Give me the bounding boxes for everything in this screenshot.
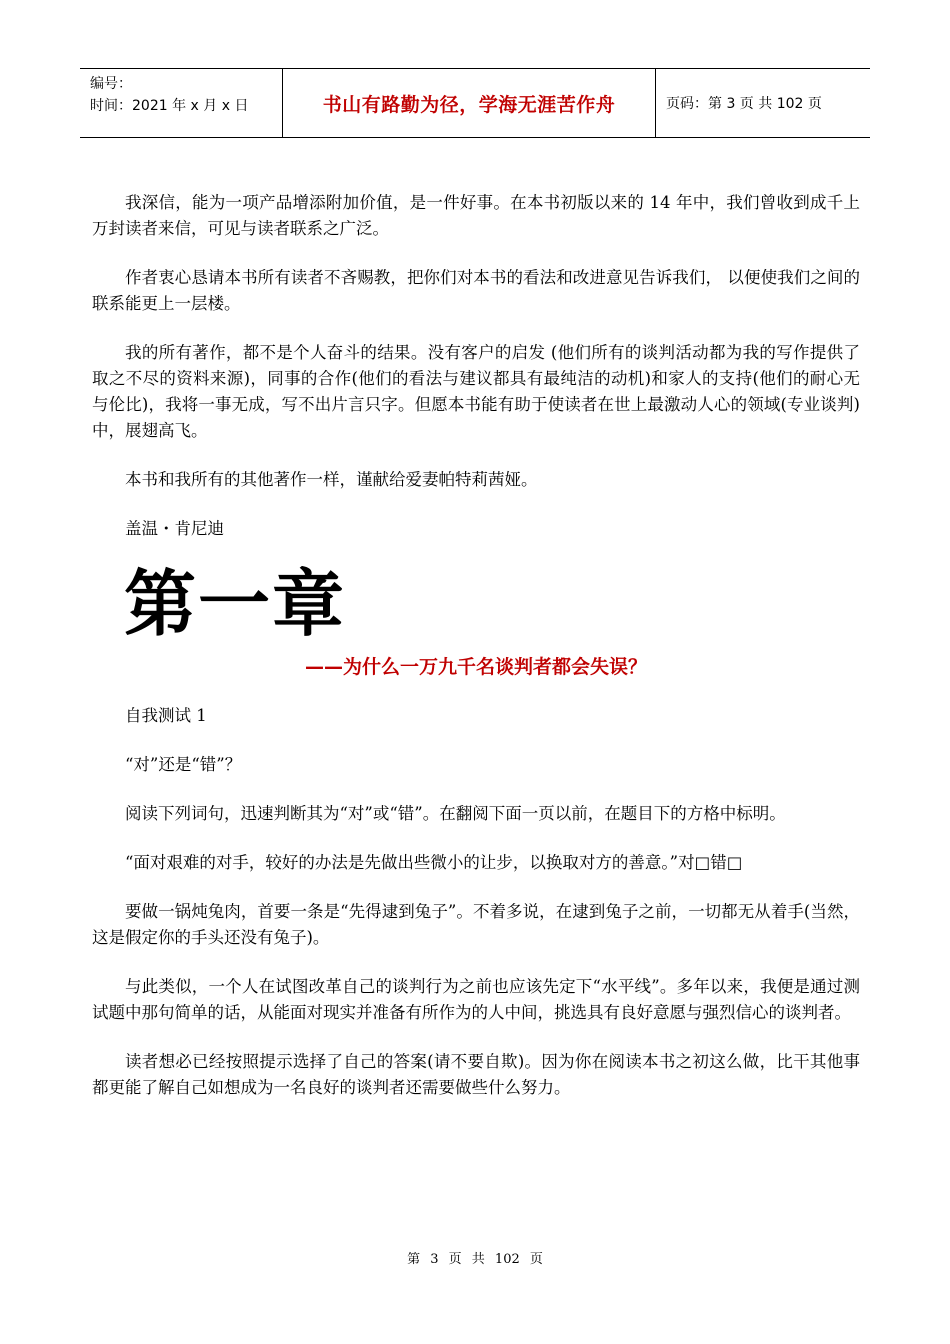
test-statement: “面对艰难的对手，较好的办法是先做出些微小的让步，以换取对方的善意。”对□错□ xyxy=(125,853,743,872)
page-footer: 第 3 页 共 102 页 xyxy=(407,1252,543,1267)
page-header xyxy=(80,68,870,138)
paragraph: 我的所有著作，都不是个人奋斗的结果。没有客户的启发 (他们所有的谈判活动都为我的写作提供了取之不尽的资料来源)，同事的合作(他们的看法与建议都具有最纯洁的动机)和家人的支持(他们的耐心无与伦比)，我将一事无成，写不出片言只字。但愿本书能有助于使读者在世上最激动人心的领域(专业谈判)中，展翅高飞。 xyxy=(92,343,860,440)
paragraph: 作者衷心恳请本书所有读者不吝赐教，把你们对本书的看法和改进意见告诉我们， 以便使我们之间的联系能更上一层楼。 xyxy=(92,268,860,313)
header-motto: 书山有路勤为径，学海无涯苦作舟 xyxy=(282,69,656,137)
chapter-title: 第一章 xyxy=(124,561,347,646)
paragraph: 本书和我所有的其他著作一样，谨献给爱妻帕特莉茜娅。 xyxy=(125,470,538,489)
paragraph: 我深信，能为一项产品增添附加价值，是一件好事。在本书初版以来的 14 年中，我们曾收到成千上万封读者来信，可见与读者联系之广泛。 xyxy=(92,193,860,238)
paragraph: 要做一锅炖兔肉，首要一条是“先得逮到兔子”。不着多说，在逮到兔子之前，一切都无从着手(当然，这是假定你的手头还没有兔子)。 xyxy=(92,902,860,947)
chapter-subtitle: ——为什么一万九千名谈判者都会失误？ xyxy=(304,656,647,678)
header-meta xyxy=(80,69,282,137)
document-body xyxy=(92,190,860,1124)
document-number-label: 编号： xyxy=(90,76,132,92)
question-heading: “对”还是“错”？ xyxy=(125,755,242,774)
paragraph: 阅读下列词句，迅速判断其为“对”或“错”。在翻阅下面一页以前，在题目下的方格中标明。 xyxy=(125,804,786,823)
header-page-info: 页码：第 3 页 共 102 页 xyxy=(666,96,822,112)
paragraph: 与此类似，一个人在试图改革自己的谈判行为之前也应该先定下“水平线”。多年以来，我便是通过测试题中那句简单的话，从能面对现实并准备有所作为的人中间，挑选具有良好意愿与强烈信心的谈判者。 xyxy=(92,977,860,1022)
author-signature: 盖温・肯尼迪 xyxy=(125,519,224,538)
paragraph: 读者想必已经按照提示选择了自己的答案(请不要自欺)。因为你在阅读本书之初这么做，比干其他事都更能了解自己如想成为一名良好的谈判者还需要做些什么努力。 xyxy=(92,1052,860,1097)
document-time-label: 时间：2021 年 x 月 x 日 xyxy=(90,98,249,114)
section-heading: 自我测试 1 xyxy=(125,706,207,725)
